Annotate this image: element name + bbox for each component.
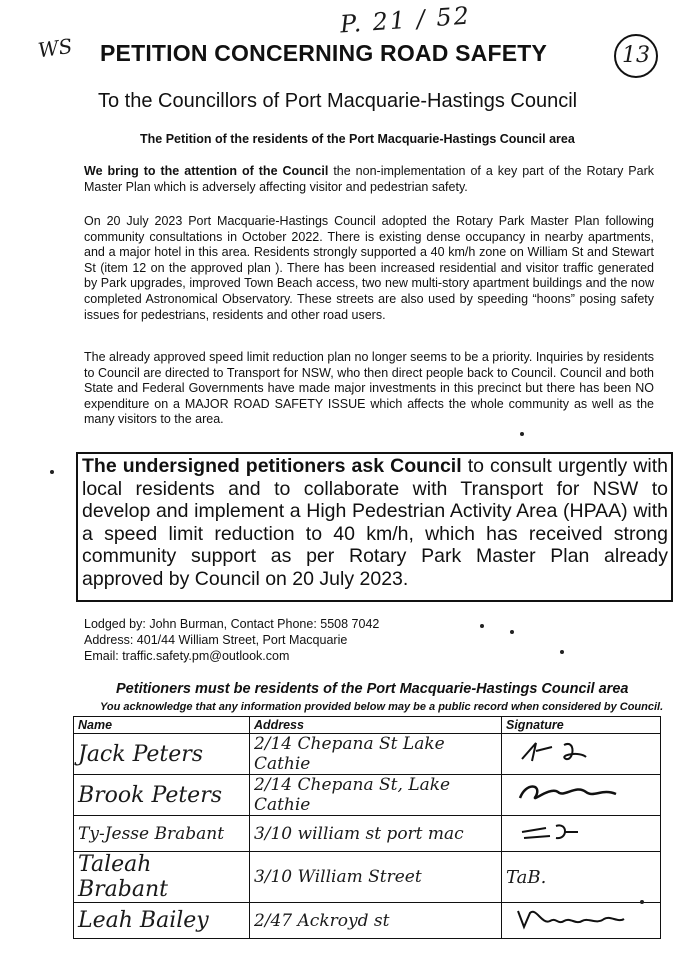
page-title: PETITION CONCERNING ROAD SAFETY: [100, 40, 548, 66]
signature-cell: TaB.: [502, 852, 661, 903]
scan-speck: [520, 432, 524, 436]
signature-cell: [502, 734, 661, 775]
paragraph-background: On 20 July 2023 Port Macquarie-Hastings Council adopted the Rotary Park Master Plan following community consultations in October 2022. There is existing dense occupancy in nearby apartments, and a major hotel in this area. Residents strongly supported a 40 km/h zone on William St and Stewart St (item 12 on the approved plan ). There has been increased residential and visitor traffic generated by Park upgrades, improved Town Beach access, two new multi-story apartment buildings and the now completed Astronomical Observatory. These streets are also used by speeding “hoons” posing safety issues for pedestrians, residents and other road users.: [84, 214, 654, 322]
corner-initials: WS: [36, 33, 74, 63]
scan-speck: [480, 624, 484, 628]
signature-cell: [502, 903, 661, 939]
signer-name: Ty-Jesse Brabant: [74, 816, 250, 852]
header-name: Name: [74, 717, 250, 734]
intro-bold: We bring to the attention of the Council: [84, 164, 329, 178]
table-header-row: [74, 717, 661, 734]
table-row: [74, 816, 661, 852]
page-number-annotation: P. 21 / 52: [339, 1, 472, 39]
lodged-email: Email: traffic.safety.pm@outlook.com: [84, 649, 290, 663]
signer-name: Jack Peters: [74, 734, 250, 775]
lodged-by: Lodged by: John Burman, Contact Phone: 5508 7042: [84, 617, 380, 631]
signature-cell: [502, 775, 661, 816]
header-address: Address: [249, 717, 501, 734]
lodged-address: Address: 401/44 William Street, Port Macquarie: [84, 633, 348, 647]
table-row: [74, 775, 661, 816]
signer-address: 3/10 william st port mac: [249, 816, 501, 852]
signature-scribble: [506, 737, 656, 767]
table-row: [74, 903, 661, 939]
scan-speck: [50, 470, 54, 474]
signer-name: Leah Bailey: [74, 903, 250, 939]
signature-scribble: [506, 903, 656, 933]
signer-name: Brook Peters: [74, 775, 250, 816]
contact-block: [84, 616, 379, 664]
intro-rest: the non-implementation of a key part of the Rotary Park Master Plan which is adversely affecting visitor and pedestrian safety.: [84, 164, 655, 194]
scan-speck: [640, 900, 644, 904]
signature-cell: [502, 816, 661, 852]
petition-request: [82, 455, 668, 591]
circled-number: 13: [614, 34, 658, 78]
petition-origin: The Petition of the residents of the Port Macquarie-Hastings Council area: [140, 132, 575, 146]
table-row: [74, 852, 661, 903]
request-bold: The undersigned petitioners ask Council: [82, 455, 462, 477]
signer-address: 2/47 Ackroyd st: [249, 903, 501, 939]
public-record-note: You acknowledge that any information provided below may be a public record when considered by Council.: [100, 701, 664, 713]
header-signature: Signature: [502, 717, 661, 734]
residents-note: Petitioners must be residents of the Port Macquarie-Hastings Council area: [116, 681, 629, 697]
page-subtitle: To the Councillors of Port Macquarie-Hastings Council: [98, 90, 578, 112]
paragraph-intro: [84, 164, 654, 195]
signer-address: 2/14 Chepana St Lake Cathie: [249, 734, 501, 775]
signer-name: Taleah Brabant: [74, 852, 250, 903]
signature-scribble: [506, 778, 656, 808]
table-row: [74, 734, 661, 775]
signature-scribble: [506, 816, 656, 846]
scan-speck: [560, 650, 564, 654]
signature-table: [73, 716, 661, 939]
signer-address: 2/14 Chepana St, Lake Cathie: [249, 775, 501, 816]
request-rest: to consult urgently with local residents and to collaborate with Transport for NSW to develop and implement a High Pedestrian Activity Area (HPAA) with a speed limit reduction to 40 km/h, which has received strong community support as per Rotary Park Master Plan already approved by Council on 20 July 2023.: [82, 455, 668, 590]
scan-speck: [510, 630, 514, 634]
paragraph-issue: The already approved speed limit reduction plan no longer seems to be a priority. Inquiries by residents to Council are directed to Transport for NSW, who then direct people back to Council. Council and both State and Federal Governments have made major investments in this precinct but there has been NO expenditure on a MAJOR ROAD SAFETY ISSUE which affects the whole community as well as the many visitors to the area.: [84, 350, 654, 427]
signer-address: 3/10 William Street: [249, 852, 501, 903]
